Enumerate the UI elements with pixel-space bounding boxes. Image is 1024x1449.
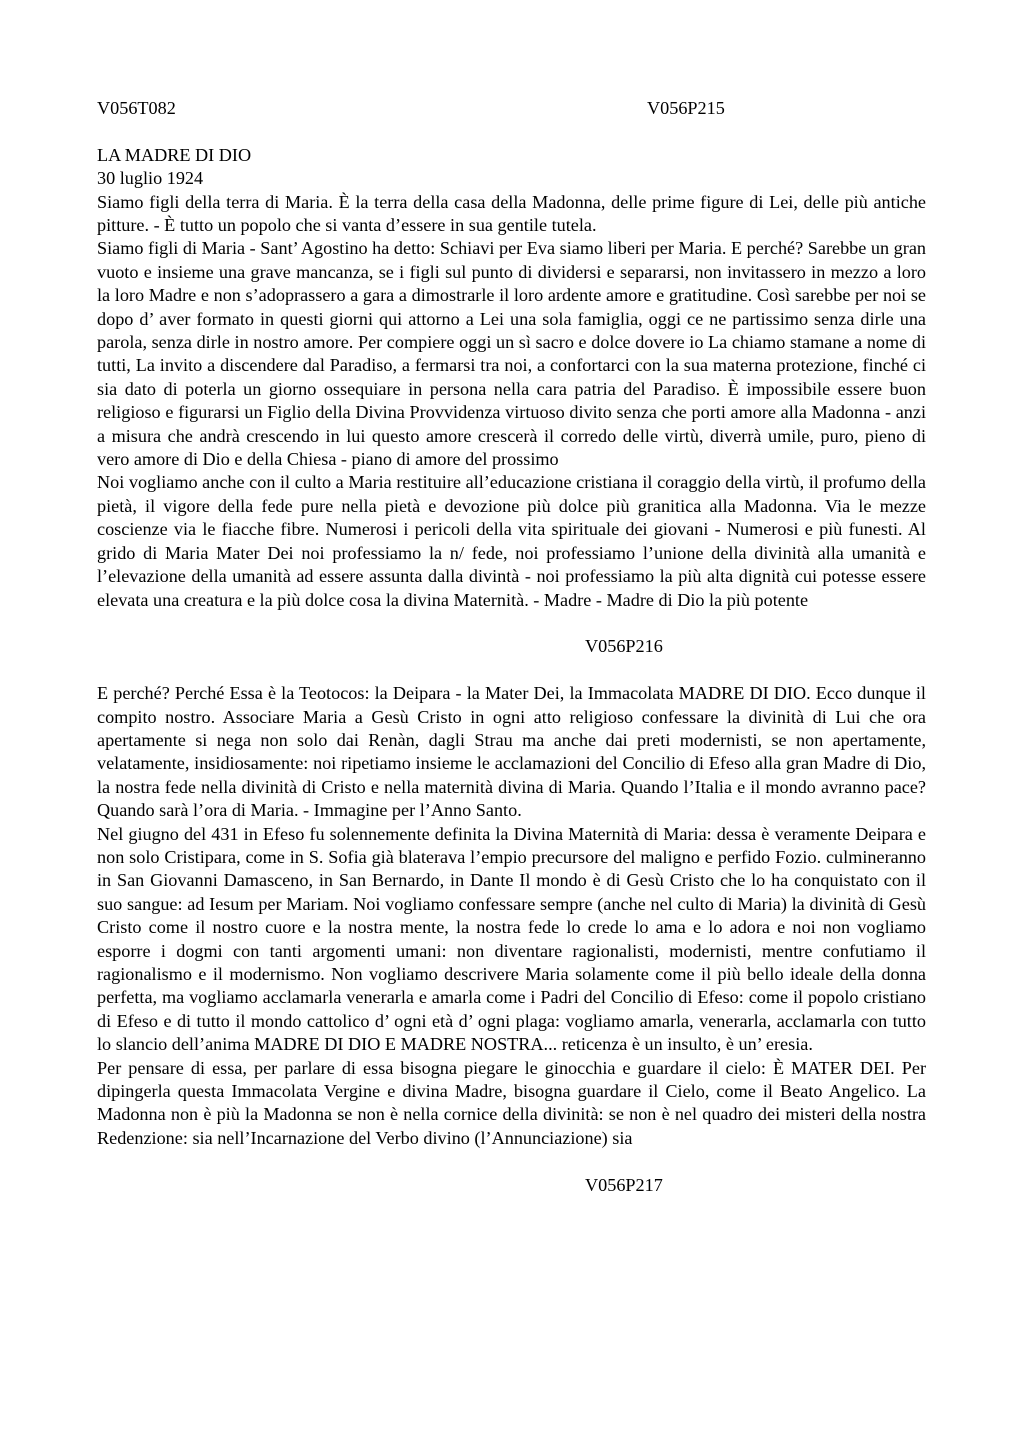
- spacer: [97, 659, 926, 682]
- spacer: [97, 120, 926, 143]
- document-code: V056T082: [97, 98, 176, 118]
- document-date: 30 luglio 1924: [97, 168, 204, 189]
- page-code: V056P215: [647, 98, 725, 118]
- paragraph-5: Nel giugno del 431 in Efeso fu solennemente definita la Divina Maternità di Maria: dessa è veramente Deipara e non solo Cristipara, come in S. Sofia già blaterava l’empio precursore del maligno e perfido Fozio. culmineranno in San Giovanni Damasceno, in San Bernardo, in Dante Il mondo è di Gesù Cristo che lo ha conquistato con il suo sangue: ad Iesum per Mariam. Noi vogliamo confessare sempre (anche nel culto di Maria) la divinità di Gesù Cristo come il nostro cuore e la nostra mente, la nostra fede lo crede lo ama e lo adora e noi non vogliamo esporre i dogmi con tanti argomenti umani: non diventare ragionalisti, modernisti, mentre confutiamo il ragionalismo e il modernismo. Non vogliamo descrivere Maria solamente come il più bello ideale della donna perfetta, ma vogliamo acclamarla venerarla e amarla come i Padri del Concilio di Efeso: come il popolo cristiano di Efeso e di tutto il mondo cattolico d’ ogni età d’ ogni plaga: vogliamo amarla, venerarla, acclamarla con tutto lo slancio dell’anima MADRE DI DIO E MADRE NOSTRA... reticenza è un insulto, è un’ eresia.: [97, 823, 926, 1055]
- document-page: [97, 97, 926, 1197]
- page-marker-216: V056P216: [585, 636, 663, 657]
- paragraph-6: Per pensare di essa, per parlare di essa bisogna piegare le ginocchia e guardare il cielo: È MATER DEI. Per dipingerla questa Immacolata Vergine e divina Madre, bisogna guardare il Cielo, come il Beato Angelico. La Madonna non è più la Madonna se non è nella cornice della divinità: se non è nel quadro dei misteri della nostra Redenzione: sia nell’Incarnazione del Verbo divino (l’Annunciazione) sia: [97, 1057, 926, 1148]
- paragraph-4: E perché? Perché Essa è la Teotocos: la Deipara - la Mater Dei, la Immacolata MADRE DI DIO. Ecco dunque il compito nostro. Associare Maria a Gesù Cristo in ogni atto religioso confessare la divinità di Lui che ora apertamente si nega non solo dai Renàn, dagli Strau ma anche dai preti modernisti, se non apertamente, velatamente, insidiosamente: noi ripetiamo insieme le acclamazioni del Concilio di Efeso alla gran Madre di Dio, la nostra fede nella divinità di Cristo e nella maternità divina di Maria. Quando l’Italia e il mondo avranno pace? Quando sarà l’ora di Maria. - Immagine per l’Anno Santo.: [97, 683, 926, 821]
- header-row: [97, 97, 926, 120]
- document-title: LA MADRE DI DIO: [97, 144, 252, 165]
- page-marker-217: V056P217: [585, 1174, 663, 1195]
- paragraph-1: Siamo figli della terra di Maria. È la terra della casa della Madonna, delle prime figure di Lei, delle più antiche pitture. - È tutto un popolo che si vanta d’essere in sua gentile tutela.: [97, 191, 926, 235]
- paragraph-3: Noi vogliamo anche con il culto a Maria restituire all’educazione cristiana il coraggio della virtù, il profumo della pietà, il vigore della fede pure nella pietà e devozione più dolce più granitica alla Madonna. Via le mezze coscienze via le fiacche fibre. Numerosi i pericoli della vita spirituale dei giovani - Numerosi e più funesti. Al grido di Maria Mater Dei noi professiamo la n/ fede, noi professiamo l’unione della divinità alla umanità e l’elevazione della umanità ad essere assunta dalla divintà - noi professiamo la più alta dignità cui potesse essere elevata una creatura e la più dolce cosa la divina Maternità. - Madre - Madre di Dio la più potente: [97, 472, 926, 610]
- paragraph-2: Siamo figli di Maria - Sant’ Agostino ha detto: Schiavi per Eva siamo liberi per Maria. E perché? Sarebbe un gran vuoto e insieme una grave mancanza, se i figli sul punto di dividersi e separarsi, non invitassero in mezzo a loro la loro Madre e non s’adoprassero a gara a dimostrarle il loro ardente amore e gratitudine. Così sarebbe per noi se dopo d’ aver formato in questi giorni qui attorno a Lei una sola famiglia, oggi ce ne partissimo senza dirle una parola, senza dirle in nostro amore. Per compiere oggi un sì sacro e dolce dovere io La chiamo stamane a nome di tutti, La invito a discendere dal Paradiso, a fermarsi tra noi, a confortarci con la sua materna protezione, finché ci sia dato di poterla un giorno ossequiare in persona nella cara patria del Paradiso. È impossibile essere buon religioso e figurarsi un Figlio della Divina Provvidenza virtuoso divito senza che porti amore alla Madonna - anzi a misura che andrà crescendo in lui questo amore crescerà il corredo delle virtù, diverrà umile, puro, pieno di vero amore di Dio e della Chiesa - piano di amore del prossimo: [97, 238, 926, 470]
